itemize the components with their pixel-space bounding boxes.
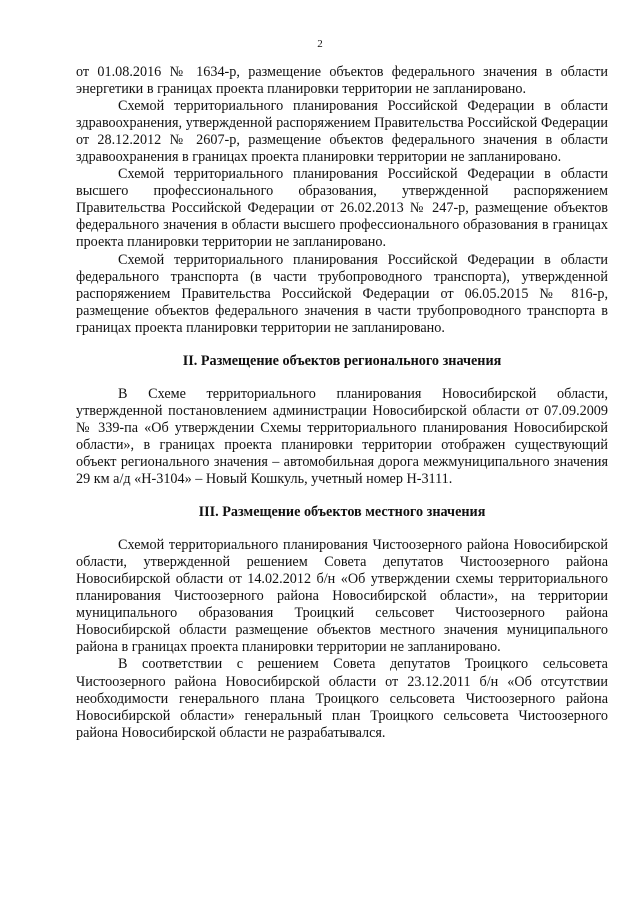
paragraph-healthcare: Схемой территориального планирования Российской Федерации в области здравоохранения, утвержденной распоряжением Правительства Российской Федерации от 28.12.2012 № 2607-р, размещение объектов федерального значения в области здравоохранения в границах проекта планировки территории не запланировано. [76,98,608,166]
paragraph-pipeline-transport: Схемой территориального планирования Российской Федерации в области федерального транспорта (в части трубопроводного транспорта), утвержденной распоряжением Правительства Российской Федерации от 06.05.2015 № 816-р, размещение объектов федерального значения в части трубопроводного транспорта в границах проекта планировки территории не запланировано. [76,251,608,336]
document-body [76,64,608,742]
paragraph-local-district: Схемой территориального планирования Чистоозерного района Новосибирской области, утвержденной решением Совета депутатов Чистоозерного района Новосибирской области от 14.02.2012 б/н «Об утверждении схемы территориального планирования Чистоозерного района Новосибирской области», на территории муниципального образования Троицкий сельсовет Чистоозерного района Новосибирской области размещение объектов местного значения муниципального района в границах проекта планировки территории не запланировано. [76,537,608,656]
page-number: 2 [317,38,323,50]
paragraph-higher-education: Схемой территориального планирования Российской Федерации в области высшего профессионального образования, утвержденной распоряжением Правительства Российской Федерации от 26.02.2013 № 247-р, размещение объектов федерального значения в области высшего профессионального образования в границах проекта планировки территории не запланировано. [76,166,608,251]
paragraph-local-general-plan: В соответствии с решением Совета депутатов Троицкого сельсовета Чистоозерного района Новосибирской области от 23.12.2011 б/н «Об отсутствии необходимости генерального плана Троицкого сельсовета Чистоозерного района Новосибирской области» генеральный план Троицкого сельсовета Чистоозерного района Новосибирской области не разрабатывался. [76,656,608,741]
section-heading-regional: II. Размещение объектов регионального значения [182,352,502,369]
paragraph-energy: от 01.08.2016 № 1634-р, размещение объектов федерального значения в области энергетики в границах проекта планировки территории не запланировано. [76,64,608,98]
paragraph-regional-objects: В Схеме территориального планирования Новосибирской области, утвержденной постановлением администрации Новосибирской области от 07.09.2009 № 339-па «Об утверждении Схемы территориального планирования Новосибирской области», в границах проекта планировки территории отображен существующий объект регионального значения – автомобильная дорога межмуниципального значения 29 км а/д «Н-3104» – Новый Кошкуль, учетный номер Н-3111. [76,385,608,488]
section-heading-local: III. Размещение объектов местного значения [198,504,486,521]
